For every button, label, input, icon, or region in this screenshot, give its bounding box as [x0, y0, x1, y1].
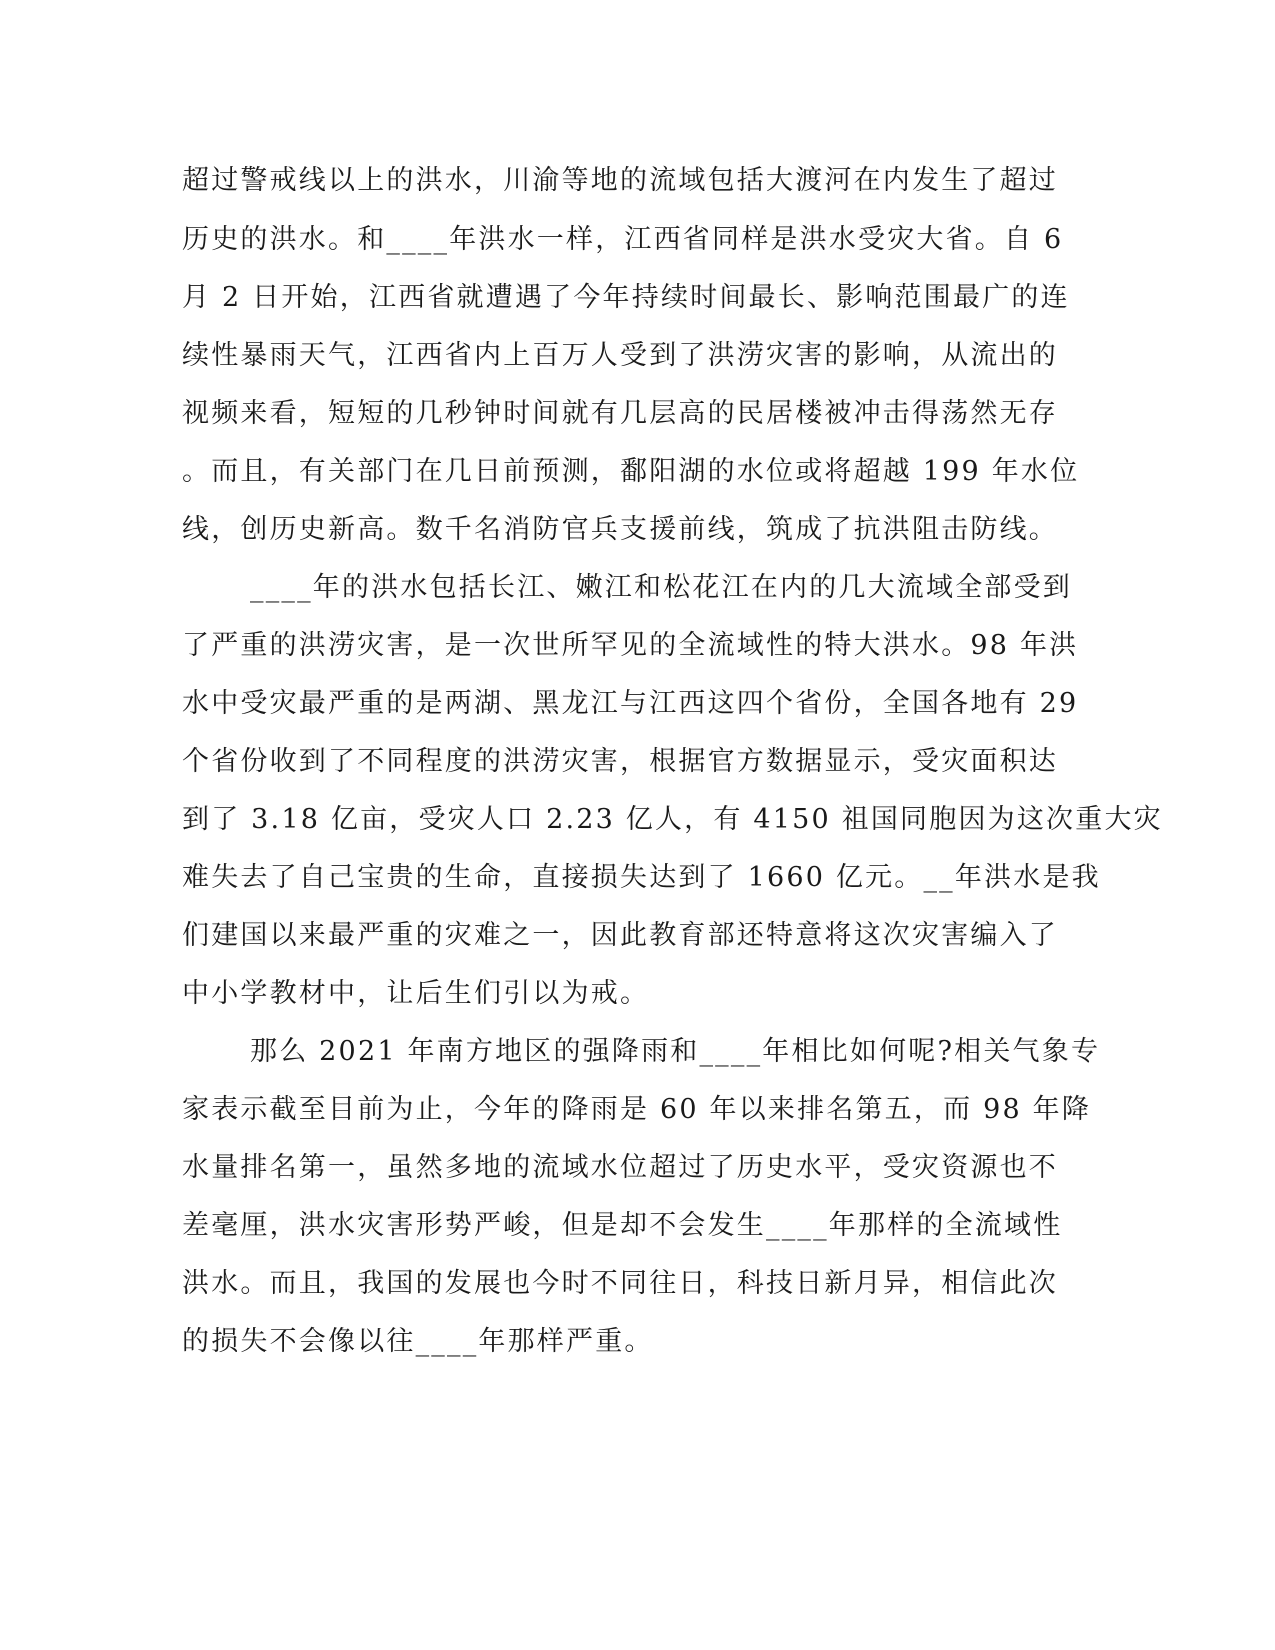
- text-line: 续性暴雨天气，江西省内上百万人受到了洪涝灾害的影响，从流出的: [182, 340, 1058, 371]
- text-line: 洪水。而且，我国的发展也今时不同往日，科技日新月异，相信此次: [182, 1268, 1058, 1299]
- text-line: 的损失不会像以往____年那样严重。: [182, 1326, 654, 1357]
- text-line: 。而且，有关部门在几日前预测，鄱阳湖的水位或将超越 199 年水位: [182, 456, 1080, 487]
- text-line: 们建国以来最严重的灾难之一，因此教育部还特意将这次灾害编入了: [182, 920, 1058, 951]
- text-line: 了严重的洪涝灾害，是一次世所罕见的全流域性的特大洪水。98 年洪: [182, 630, 1079, 661]
- text-line: 视频来看，短短的几秒钟时间就有几层高的民居楼被冲击得荡然无存: [182, 398, 1058, 429]
- text-line: 中小学教材中，让后生们引以为戒。: [182, 978, 650, 1009]
- text-line: 家表示截至目前为止，今年的降雨是 60 年以来排名第五，而 98 年降: [182, 1094, 1092, 1125]
- text-line: 月 2 日开始，江西省就遭遇了今年持续时间最长、影响范围最广的连: [182, 282, 1070, 313]
- text-line: 历史的洪水。和____年洪水一样，江西省同样是洪水受灾大省。自 6: [182, 224, 1064, 255]
- text-line: 水量排名第一，虽然多地的流域水位超过了历史水平，受灾资源也不: [182, 1152, 1058, 1183]
- text-line: 差毫厘，洪水灾害形势严峻，但是却不会发生____年那样的全流域性: [182, 1210, 1063, 1241]
- paragraph-first-line: ____年的洪水包括长江、嫩江和松花江在内的几大流域全部受到: [250, 572, 1072, 603]
- text-line: 超过警戒线以上的洪水，川渝等地的流域包括大渡河在内发生了超过: [182, 165, 1058, 196]
- text-line: 线，创历史新高。数千名消防官兵支援前线，筑成了抗洪阻击防线。: [182, 514, 1058, 545]
- text-line: 个省份收到了不同程度的洪涝灾害，根据官方数据显示，受灾面积达: [182, 746, 1058, 777]
- text-line: 水中受灾最严重的是两湖、黑龙江与江西这四个省份，全国各地有 29: [182, 688, 1079, 719]
- paragraph-first-line: 那么 2021 年南方地区的强降雨和____年相比如何呢?相关气象专: [250, 1036, 1101, 1067]
- text-line: 难失去了自己宝贵的生命，直接损失达到了 1660 亿元。__年洪水是我: [182, 862, 1101, 893]
- text-line: 到了 3.18 亿亩，受灾人口 2.23 亿人，有 4150 祖国同胞因为这次重大灾: [182, 804, 1163, 835]
